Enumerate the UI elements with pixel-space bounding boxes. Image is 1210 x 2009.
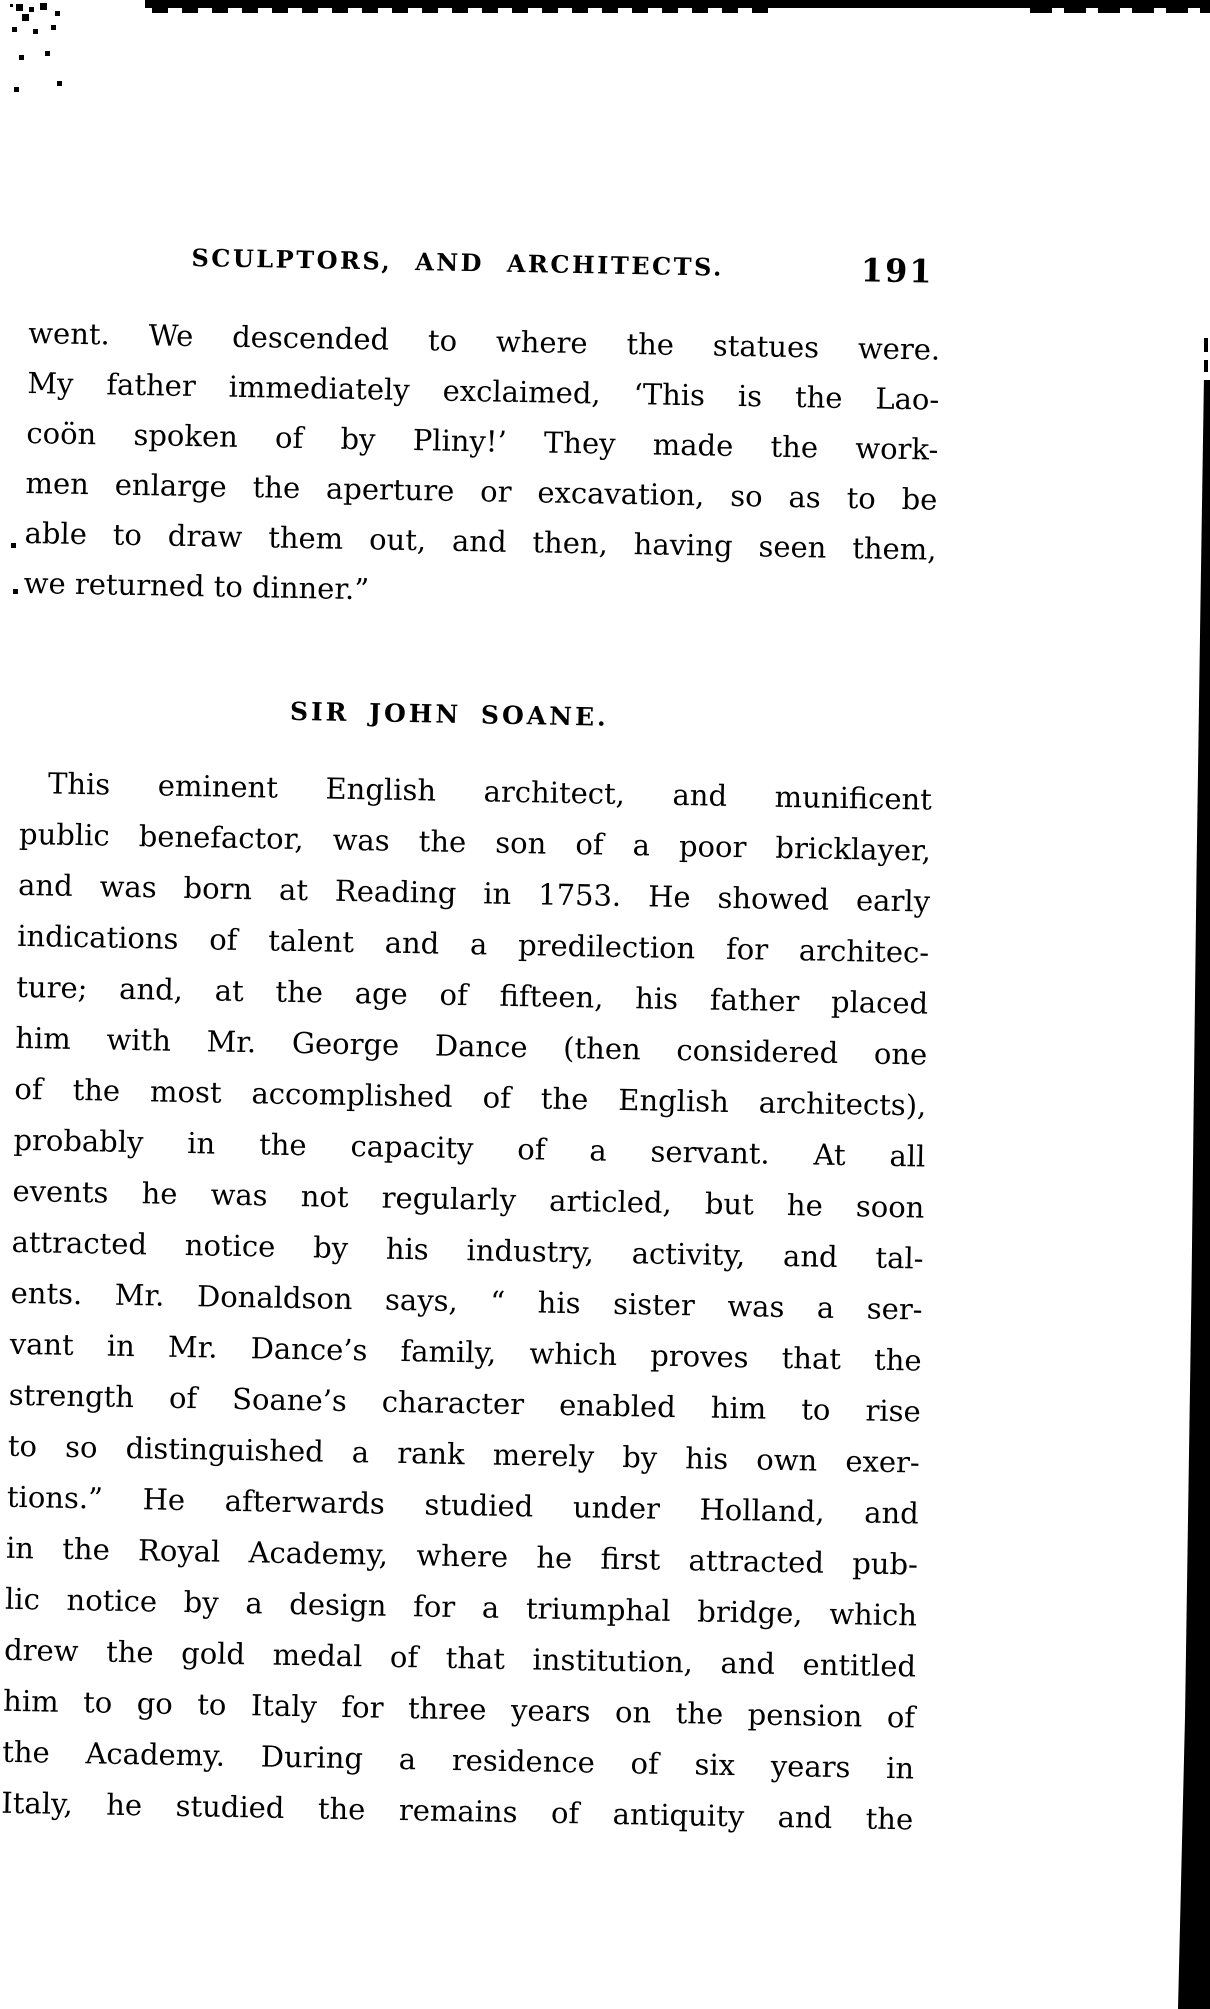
text-line: events he was not regularly articled, but he soon [12, 1173, 925, 1225]
running-header-title: SCULPTORS, AND ARCHITECTS. [191, 242, 725, 282]
text-line: able to draw them out, and then, having seen them, [24, 515, 937, 567]
text-line: lic notice by a design for a triumphal bridge, which [4, 1581, 918, 1633]
text-line: drew the gold medal of that institution, and entitled [3, 1632, 917, 1684]
text-line: tions.” He afterwards studied under Holland, and [6, 1479, 920, 1531]
text-line: we returned to dinner.” [23, 565, 370, 607]
paragraph-continuation [23, 308, 940, 625]
paragraph-sir-john-soane [1, 758, 932, 1846]
text-line: in the Royal Academy, where he first attracted pub- [5, 1530, 919, 1582]
scan-edge-top-dashes [1030, 8, 1210, 13]
scan-edge-top-dashes [152, 8, 772, 13]
text-line: probably in the capacity of a servant. At all [13, 1122, 926, 1174]
text-line: This eminent English architect, and munificent [47, 766, 933, 817]
scan-edge-top [145, 0, 1210, 8]
scan-edge-right-dash [1204, 338, 1208, 352]
text-line: public benefactor, was the son of a poor bricklayer, [18, 816, 932, 868]
scan-noise-speckles [10, 4, 13, 7]
text-line: strength of Soane’s character enabled him to rise [8, 1377, 921, 1429]
text-line: went. We descended to where the statues were. [27, 315, 941, 367]
text-line: indications of talent and a predilection for architec- [16, 918, 930, 970]
text-line: vant in Mr. Dance’s family, which proves that the [9, 1326, 922, 1378]
text-line: coön spoken of by Pliny!’ They made the work- [26, 415, 939, 467]
page-number: 191 [860, 251, 934, 291]
section-heading: SIR JOHN SOANE. [289, 696, 610, 732]
text-line: men enlarge the aperture or excavation, so as to be [25, 465, 938, 517]
running-header [29, 240, 941, 291]
text-line: Italy, he studied the remains of antiquity and the [1, 1785, 914, 1837]
text-line: and was born at Reading in 1753. He showed early [17, 867, 931, 919]
text-line: My father immediately exclaimed, ‘This is the Lao- [27, 365, 940, 417]
text-line: attracted notice by his industry, activity, and tal- [11, 1224, 924, 1276]
text-line: ents. Mr. Donaldson says, “ his sister was a ser- [10, 1275, 923, 1327]
text-line: the Academy. During a residence of six years in [1, 1734, 915, 1786]
text-line: ture; and, at the age of fifteen, his father placed [15, 969, 929, 1021]
text-line: him with Mr. George Dance (then considered one [15, 1020, 928, 1072]
scan-edge-right-dash [1204, 360, 1208, 372]
text-line: him to go to Italy for three years on the pension of [2, 1683, 916, 1735]
text-line: to so distinguished a rank merely by his own exer- [7, 1428, 921, 1480]
text-line: of the most accomplished of the English architects), [14, 1071, 927, 1123]
scan-edge-right-gutter [1178, 380, 1210, 2009]
